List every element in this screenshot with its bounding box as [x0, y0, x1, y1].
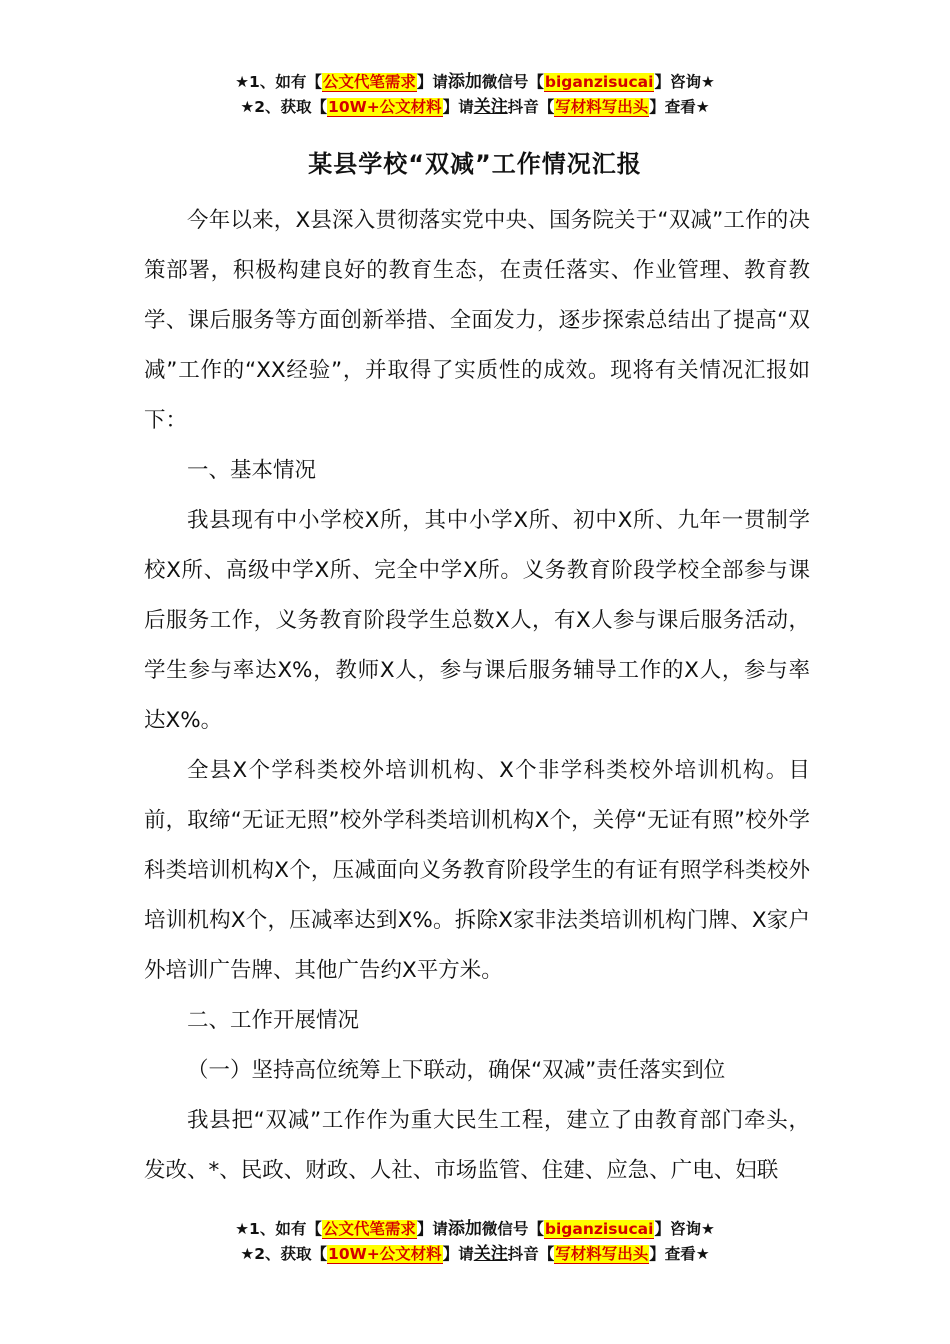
paragraph-coordination: 我县把“双减”工作作为重大民生工程，建立了由教育部门牵头，发改、*、民政、财政、人社、市场监管、住建、应急、广电、妇联 [144, 1108, 810, 1183]
banner-text: 】咨询★ [654, 73, 715, 91]
section-heading-work: 二、工作开展情况 [187, 1008, 360, 1033]
banner-highlight-wechat-id: biganzisucai [544, 73, 654, 91]
banner-emphasis: 添加 [447, 72, 482, 92]
section-heading-basic: 一、基本情况 [187, 458, 317, 483]
banner-text: 】请 [416, 1220, 448, 1238]
banner-text: 抖音【 [507, 98, 555, 116]
banner-highlight-materials: 10W+公文材料 [328, 1245, 442, 1263]
banner-text: ★1、如有【 [235, 73, 322, 91]
banner-line-1 [0, 1217, 950, 1242]
subsection-heading-1: （一）坚持高位统筹上下联动，确保“双减”责任落实到位 [187, 1058, 726, 1083]
banner-line-1 [0, 70, 950, 95]
banner-highlight-service: 公文代笔需求 [322, 73, 416, 91]
banner-emphasis: 关注 [473, 97, 508, 117]
paragraph-schools: 我县现有中小学校X所，其中小学X所、初中X所、九年一贯制学校X所、高级中学X所、完全中学X所。义务教育阶段学校全部参与课后服务工作，义务教育阶段学生总数X人，有X人参与课后服务活动，学生参与率达X%，教师X人，参与课后服务辅导工作的X人，参与率达X%。 [144, 508, 810, 733]
paragraph-intro: 今年以来，X县深入贯彻落实党中央、国务院关于“双减”工作的决策部署，积极构建良好的教育生态，在责任落实、作业管理、教育教学、课后服务等方面创新举措、全面发力，逐步探索总结出了提高“双减”工作的“XX经验”，并取得了实质性的成效。现将有关情况汇报如下： [144, 208, 810, 433]
banner-text: ★1、如有【 [235, 1220, 322, 1238]
banner-text: 】请 [416, 73, 448, 91]
banner-text: 】请 [442, 1245, 474, 1263]
banner-text: 】查看★ [649, 1245, 710, 1263]
banner-line-2 [0, 1242, 950, 1267]
banner-emphasis: 关注 [473, 1244, 508, 1264]
document-title: 某县学校“双减”工作情况汇报 [308, 150, 642, 178]
banner-highlight-douyin-account: 写材料写出头 [555, 1245, 649, 1263]
banner-text: 】查看★ [649, 98, 710, 116]
banner-text: 抖音【 [507, 1245, 555, 1263]
banner-line-2 [0, 95, 950, 120]
banner-text: 】咨询★ [654, 1220, 715, 1238]
banner-highlight-douyin-account: 写材料写出头 [555, 98, 649, 116]
banner-text: 微信号【 [481, 1220, 544, 1238]
banner-text: 微信号【 [481, 73, 544, 91]
banner-text: ★2、获取【 [240, 98, 328, 116]
banner-emphasis: 添加 [447, 1219, 482, 1239]
banner-highlight-service: 公文代笔需求 [322, 1220, 416, 1238]
bottom-banner [0, 1217, 950, 1267]
banner-text: ★2、获取【 [240, 1245, 328, 1263]
document-body [144, 196, 810, 1196]
paragraph-training-institutions: 全县X个学科类校外培训机构、X个非学科类校外培训机构。目前，取缔“无证无照”校外学科类培训机构X个，关停“无证有照”校外学科类培训机构X个，压减面向义务教育阶段学生的有证有照学科类校外培训机构X个，压减率达到X%。拆除X家非法类培训机构门牌、X家户外培训广告牌、其他广告约X平方米。 [144, 758, 810, 983]
banner-highlight-wechat-id: biganzisucai [544, 1220, 654, 1238]
banner-text: 】请 [442, 98, 474, 116]
banner-highlight-materials: 10W+公文材料 [328, 98, 442, 116]
top-banner [0, 70, 950, 120]
